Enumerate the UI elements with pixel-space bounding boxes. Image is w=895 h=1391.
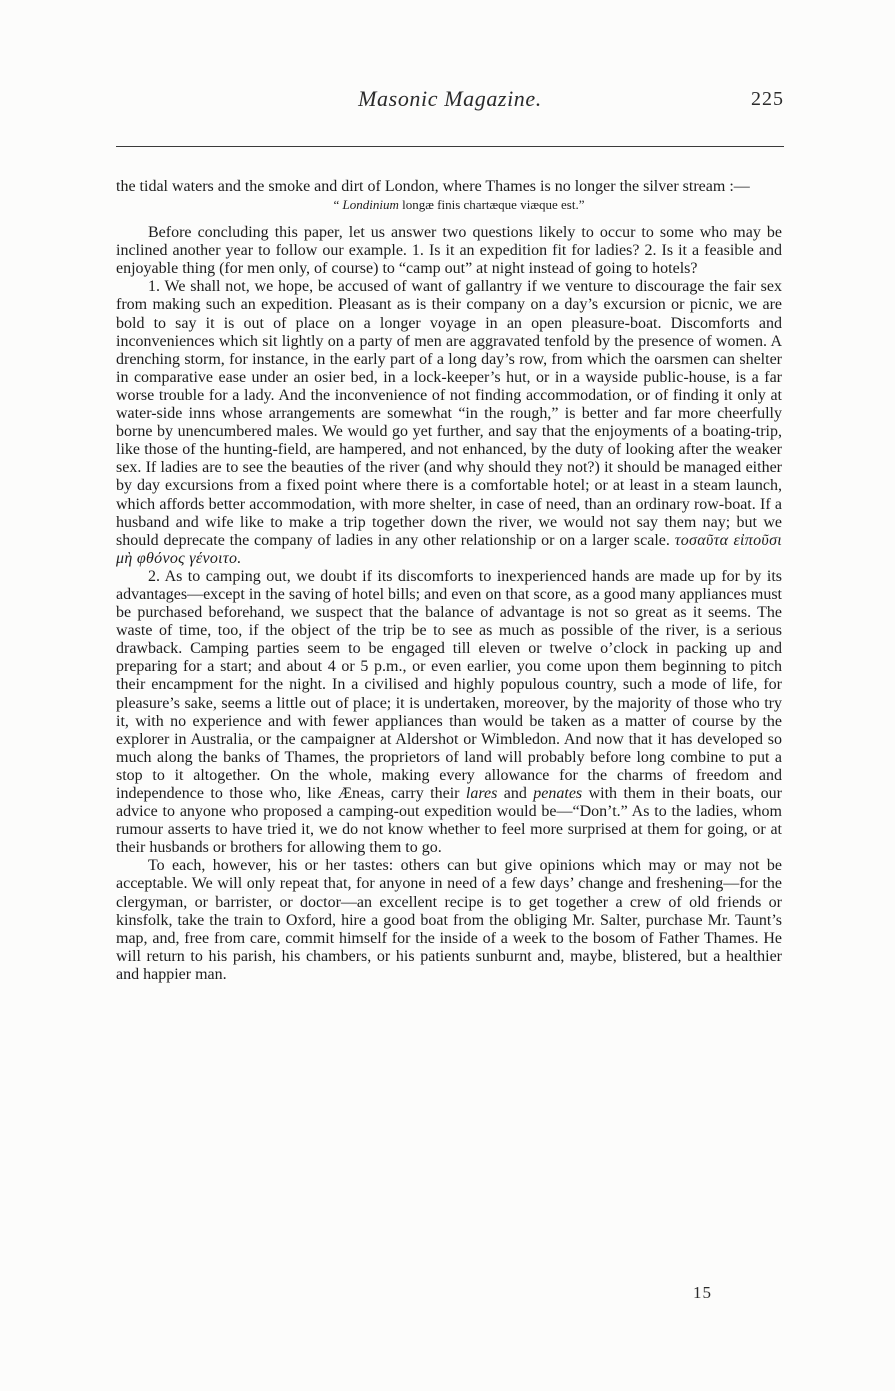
paragraph-ladies [116, 278, 782, 568]
page-number: 225 [751, 88, 784, 110]
paragraph-intro: Before concluding this paper, let us answer two questions likely to occur to some who may be inclined another year to follow our example. 1. Is it an expedition fit for ladies? 2. Is it a feasible and enjoyable thing (for men only, of course) to “camp out” at night instead of going to hotels? [116, 224, 782, 278]
running-head [116, 86, 784, 120]
paragraph-ladies-text: 1. We shall not, we hope, be accused of want of gallantry if we venture to discourage the fair sex from making such an expedition. Pleasant as is their company on a day’s excursion or picnic, we are bold to say it is out of place on a longer voyage in an open pleasure-boat. Discomforts and inconveniences which sit lightly on a party of men are aggravated tenfold by the presence of women. A drenching storm, for instance, in the early part of a long day’s row, from which the oarsmen can shelter in comparative ease under an osier bed, in a lock-keeper’s hut, or in a wayside public-house, is a far worse trouble for a lady. And the inconvenience of not finding accommodation, or of finding it only at water-side inns whose arrangements are somewhat “in the rough,” is better and far more cheerfully borne by unencumbered males. We would go yet further, and say that the enjoyments of a boating-trip, like those of the hunting-field, are hampered, and not enhanced, by the duty of looking after the weaker sex. If ladies are to see the beauties of the river (and why should they not?) it should be managed either by day excursions from a fixed point where there is a comfortable hotel; or at least in a steam launch, which affords better accommodation, with more shelter, in case of need, than an ordinary row-boat. If a husband and wife like to make a trip together down the river, we would not say them nay; but we should deprecate the company of ladies in any other relationship or on a larger scale. [116, 278, 782, 549]
term-lares: lares [465, 785, 498, 802]
quote-rest: longæ finis chartæque viæque est.” [398, 197, 585, 213]
latin-quote [116, 196, 782, 214]
quote-italic: Londinium [342, 197, 399, 213]
quote-open: “ [333, 197, 343, 213]
article-body [116, 178, 782, 984]
term-penates: penates [533, 785, 583, 802]
greek-quotation: τοσαῦτα εἰποῦσι μὴ φθόνος γένοιτο. [116, 531, 782, 567]
paragraph-camping-b: with them in their boats, our advice to anyone who proposed a camping-out expedition would be—“Don’t.” As to the ladies, whom rumour asserts to have tried it, we do not know whether to feel more surprised at them for going, or at their husbands or brothers for allowing them to go. [116, 785, 782, 857]
paragraph-closing: To each, however, his or her tastes: others can but give opinions which may or may not be acceptable. We will only repeat that, for anyone in need of a few days’ change and freshening—for the clergyman, or barrister, or doctor—an excellent recipe is to get together a crew of old friends or kinsfolk, take the train to Oxford, hire a good boat from the obliging Mr. Salter, purchase Mr. Taunt’s map, and, free from care, commit himself for the inside of a week to the bosom of Father Thames. He will return to his parish, his chambers, or his patients sunburnt and, maybe, blistered, but a healthier and happier man. [116, 857, 782, 983]
paragraph-camping [116, 568, 782, 858]
paragraph-opening: the tidal waters and the smoke and dirt of London, where Thames is no longer the silver stream :— [116, 178, 750, 195]
running-title: Masonic Magazine. [358, 86, 542, 111]
paragraph-camping-a: 2. As to camping out, we doubt if its discomforts to inexperienced hands are made up for by its advantages—except in the saving of hotel bills; and even on that score, as a good many appliances must be purchased beforehand, we suspect that the balance of advantage is not so great as it seems. The waste of time, too, if the object of the trip be to see as much as possible of the river, is a serious drawback. Camping parties seem to be engaged till eleven or twelve o’clock in packing up and preparing for a start; and about 4 or 5 p.m., or even earlier, you come upon them beginning to pitch their encampment for the night. In a civilised and highly populous country, such a mode of life, for pleasure’s sake, seems a little out of place; it is undertaken, moreover, by the majority of those who try it, with no experience and with fewer appliances than would be taken as a matter of course by the explorer in Australia, or the campaigner at Aldershot or Wimbledon. And now that it has developed so much along the banks of Thames, the proprietors of land will probably before long combine to put a stop to it altogether. On the whole, making every allowance for the charms of freedom and independence to those who, like Æneas, carry their [116, 567, 782, 802]
conjunction-and: and [497, 785, 534, 802]
signature-mark: 15 [693, 1283, 712, 1302]
header-rule [116, 146, 784, 147]
